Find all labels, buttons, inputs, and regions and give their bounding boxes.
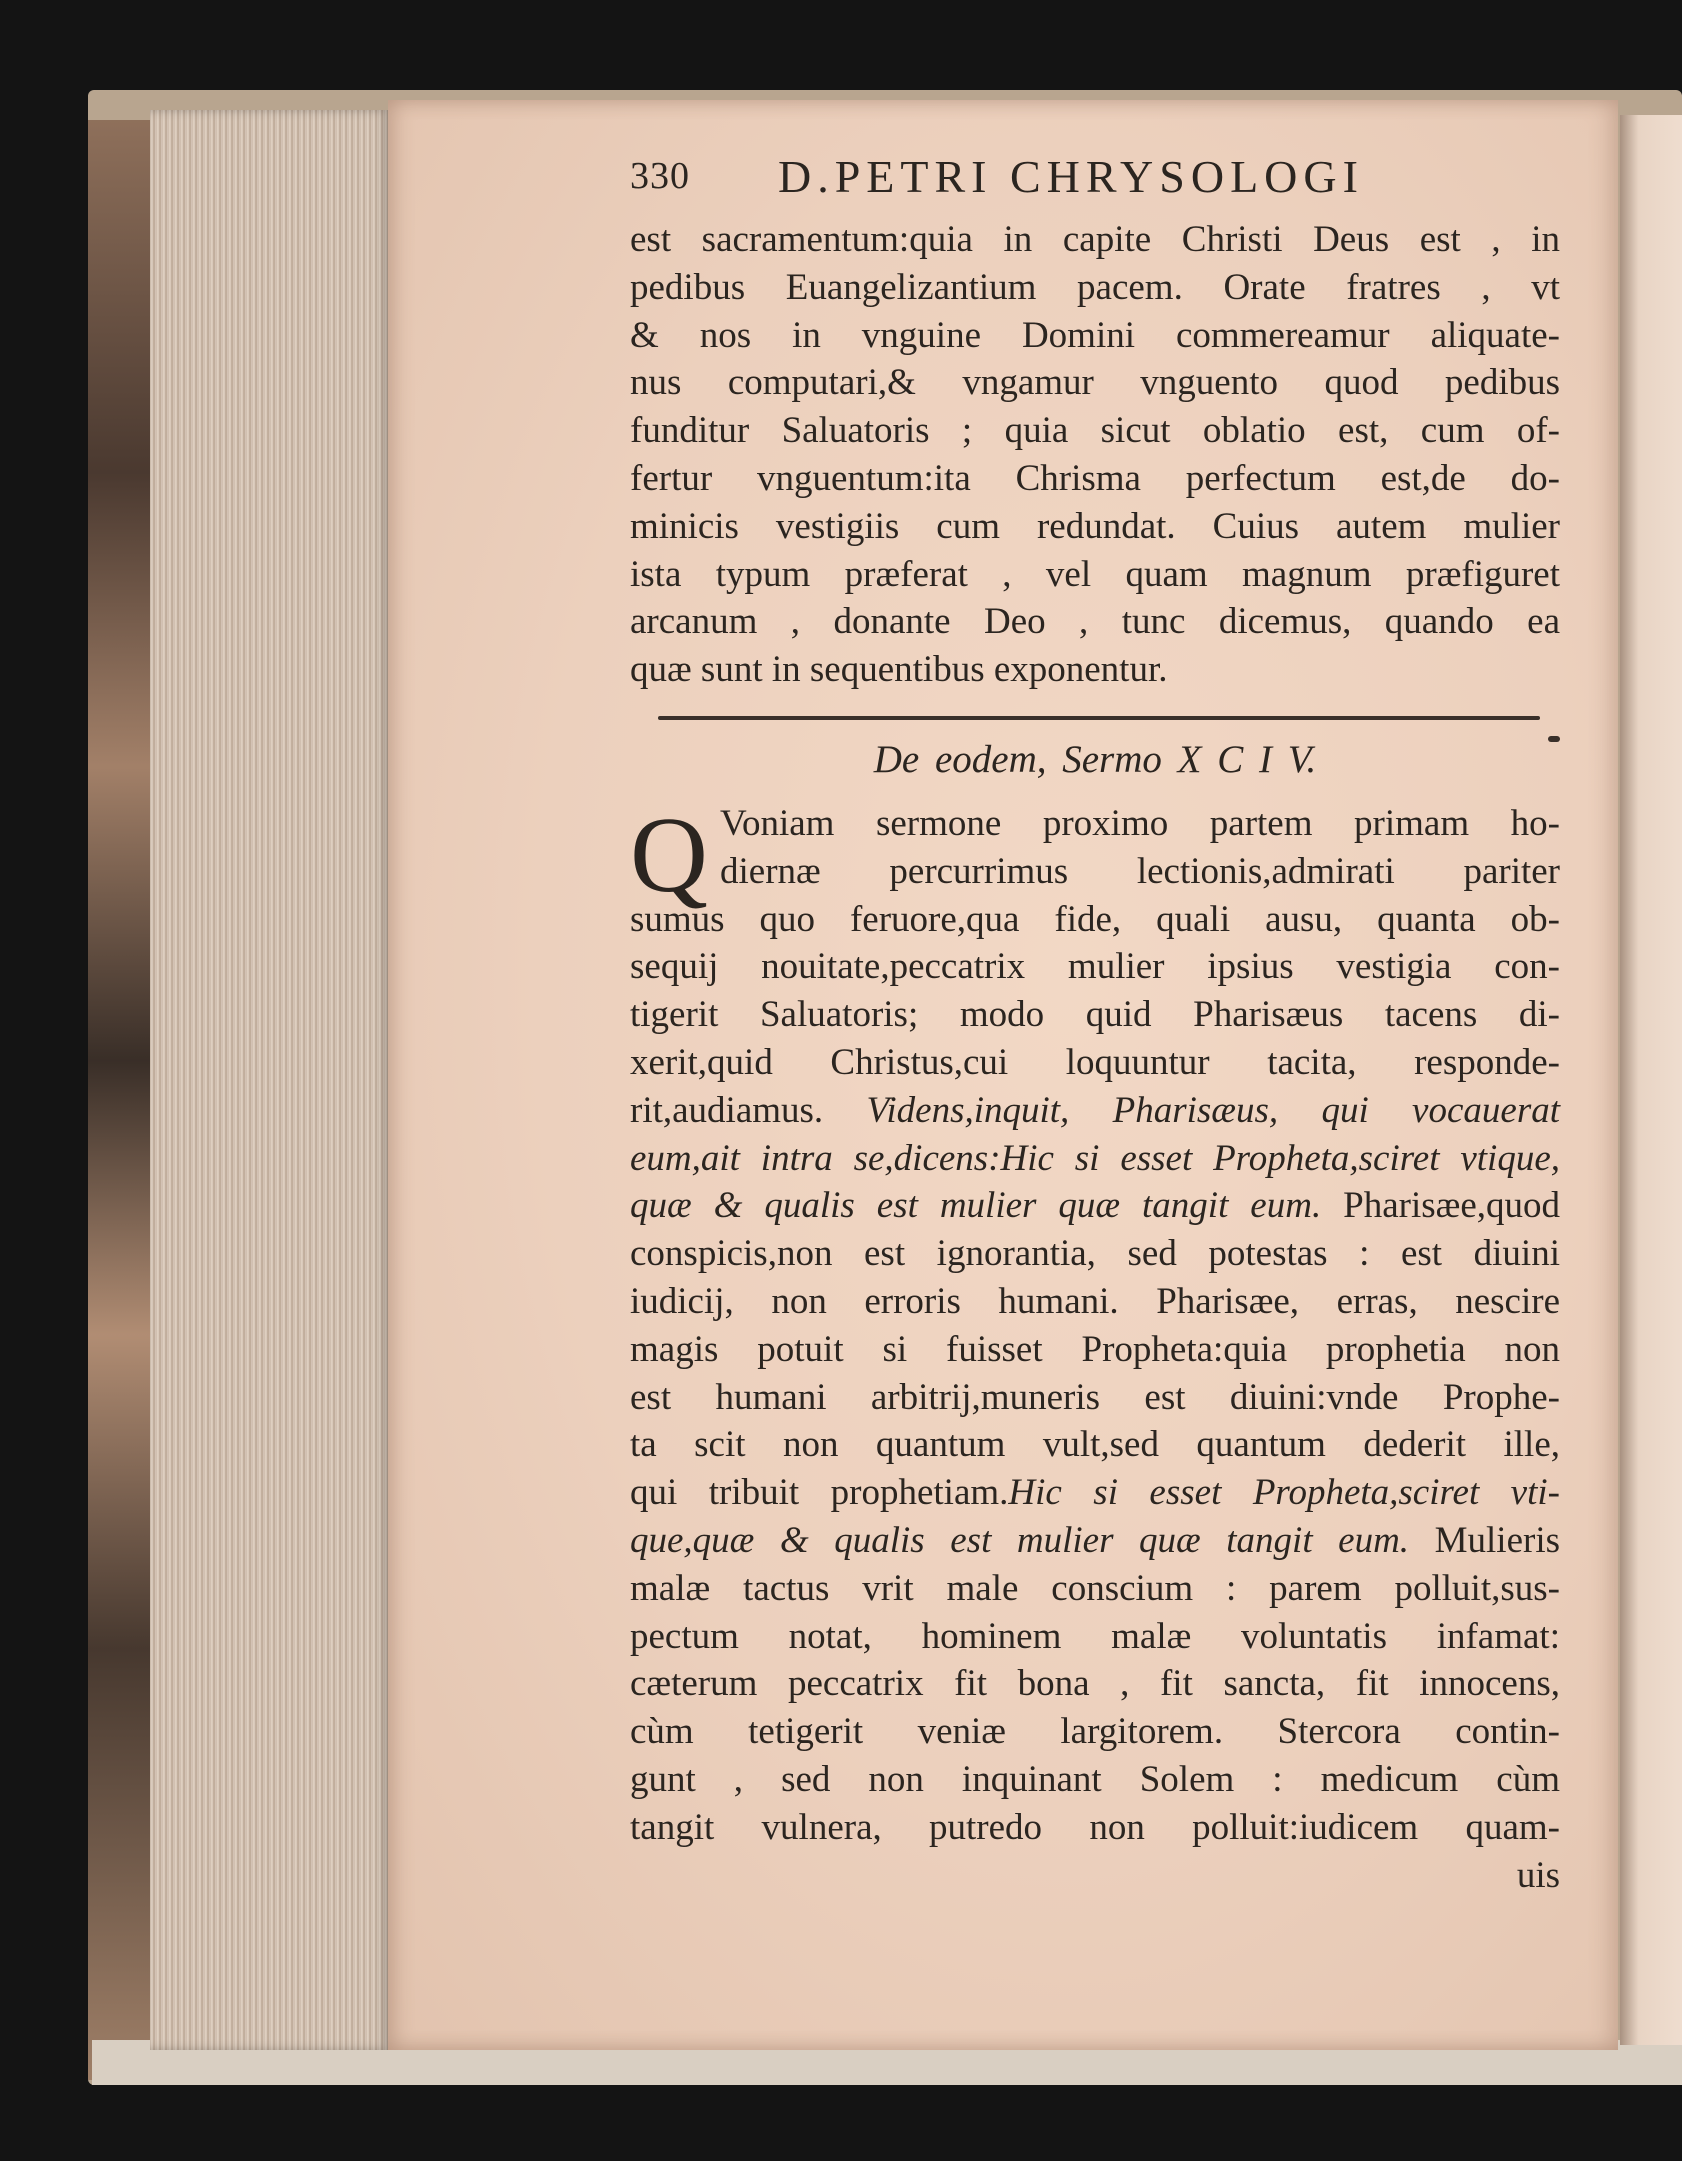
text-line: minicis vestigiis cum redundat. Cuius autem mulier <box>630 505 1560 547</box>
text-line: ta scit non quantum vult,sed quantum dederit ille, <box>630 1424 1560 1466</box>
catchword: uis <box>1516 1854 1560 1896</box>
text-run: rit,audiamus. <box>630 1089 824 1131</box>
text-line: quæ sunt in sequentibus exponentur. <box>630 649 1168 691</box>
text-line: magis potuit si fuisset Propheta:quia prophetia non <box>630 1328 1560 1370</box>
text-run: qui tribuit prophetiam. <box>630 1472 1009 1514</box>
quotation-run: Hic si esset Propheta,sciret vti- <box>1008 1472 1560 1514</box>
text-run: Mulieris <box>1434 1519 1561 1561</box>
text-line: iudicij, non erroris humani. Pharisæe, erras, nescire <box>630 1280 1560 1322</box>
text-line: cùm tetigerit veniæ largitorem. Stercora contin- <box>630 1711 1560 1753</box>
quotation-run: eum,ait intra se,dicens:Hic si esset Propheta,sciret vtique, <box>630 1137 1560 1179</box>
text-line <box>630 1135 1560 1183</box>
text-run: Pharisæe,quod <box>1343 1185 1561 1227</box>
page-text <box>630 150 1560 1899</box>
text-line: Voniam sermone proximo partem primam ho- <box>720 802 1560 844</box>
text-line <box>630 1182 1560 1230</box>
facing-page-edge <box>1620 115 1682 2045</box>
text-line: tangit vulnera, putredo non polluit:iudicem quam- <box>630 1806 1560 1848</box>
text-line: & nos in vnguine Domini commereamur aliquate- <box>630 314 1560 356</box>
drop-initial: Q <box>630 795 708 915</box>
text-line: sequij nouitate,peccatrix mulier ipsius vestigia con- <box>630 946 1560 988</box>
body-text <box>630 216 1560 694</box>
text-line: funditur Saluatoris ; quia sicut oblatio est, cum of- <box>630 410 1560 452</box>
page-header <box>630 150 1560 210</box>
text-line: gunt , sed non inquinant Solem : medicum cùm <box>630 1758 1560 1800</box>
text-line: fertur vnguentum:ita Chrisma perfectum est,de do- <box>630 457 1560 499</box>
quotation-run: Videns,inquit, Pharisæus, qui vocauerat <box>866 1089 1561 1131</box>
text-line: nus computari,& vngamur vnguento quod pedibus <box>630 362 1560 404</box>
text-line: est sacramentum:quia in capite Christi Deus est , in <box>630 219 1560 260</box>
text-line: tigerit Saluatoris; modo quid Pharisæus tacens di- <box>630 994 1560 1036</box>
text-line: malæ tactus vrit male conscium : parem polluit,sus- <box>630 1567 1560 1609</box>
quotation-run: quæ & qualis est mulier quæ tangit eum. <box>630 1185 1322 1227</box>
text-line <box>630 1469 1560 1517</box>
text-line: cæterum peccatrix fit bona , fit sancta, fit innocens, <box>630 1663 1560 1705</box>
text-line: conspicis,non est ignorantia, sed potestas : est diuini <box>630 1233 1560 1275</box>
text-line: est humani arbitrij,muneris est diuini:vnde Prophe- <box>630 1376 1560 1418</box>
text-line: ista typum præferat , vel quam magnum præfiguret <box>630 553 1560 595</box>
text-line: diernæ percurrimus lectionis,admirati pariter <box>720 850 1560 892</box>
text-line: sumus quo feruore,qua fide, quali ausu, quanta ob- <box>630 898 1560 940</box>
page-edges <box>150 110 390 2050</box>
section-title: De eodem, Sermo X C I V. <box>873 737 1317 781</box>
page-number: 330 <box>630 155 690 197</box>
quotation-run: que,quæ & qualis est mulier quæ tangit eum. <box>630 1519 1410 1561</box>
text-line: xerit,quid Christus,cui loquuntur tacita, responde- <box>630 1041 1560 1083</box>
sermon-paragraph <box>630 795 1561 1899</box>
section-rule <box>630 716 1560 720</box>
text-line <box>630 1087 1560 1135</box>
text-line: arcanum , donante Deo , tunc dicemus, quando ea <box>630 601 1560 643</box>
text-line <box>630 1517 1560 1565</box>
text-line: pedibus Euangelizantium pacem. Orate fratres , vt <box>630 266 1560 308</box>
text-line: pectum notat, hominem malæ voluntatis infamat: <box>630 1615 1560 1657</box>
running-head: D.PETRI CHRYSOLOGI <box>778 151 1364 202</box>
